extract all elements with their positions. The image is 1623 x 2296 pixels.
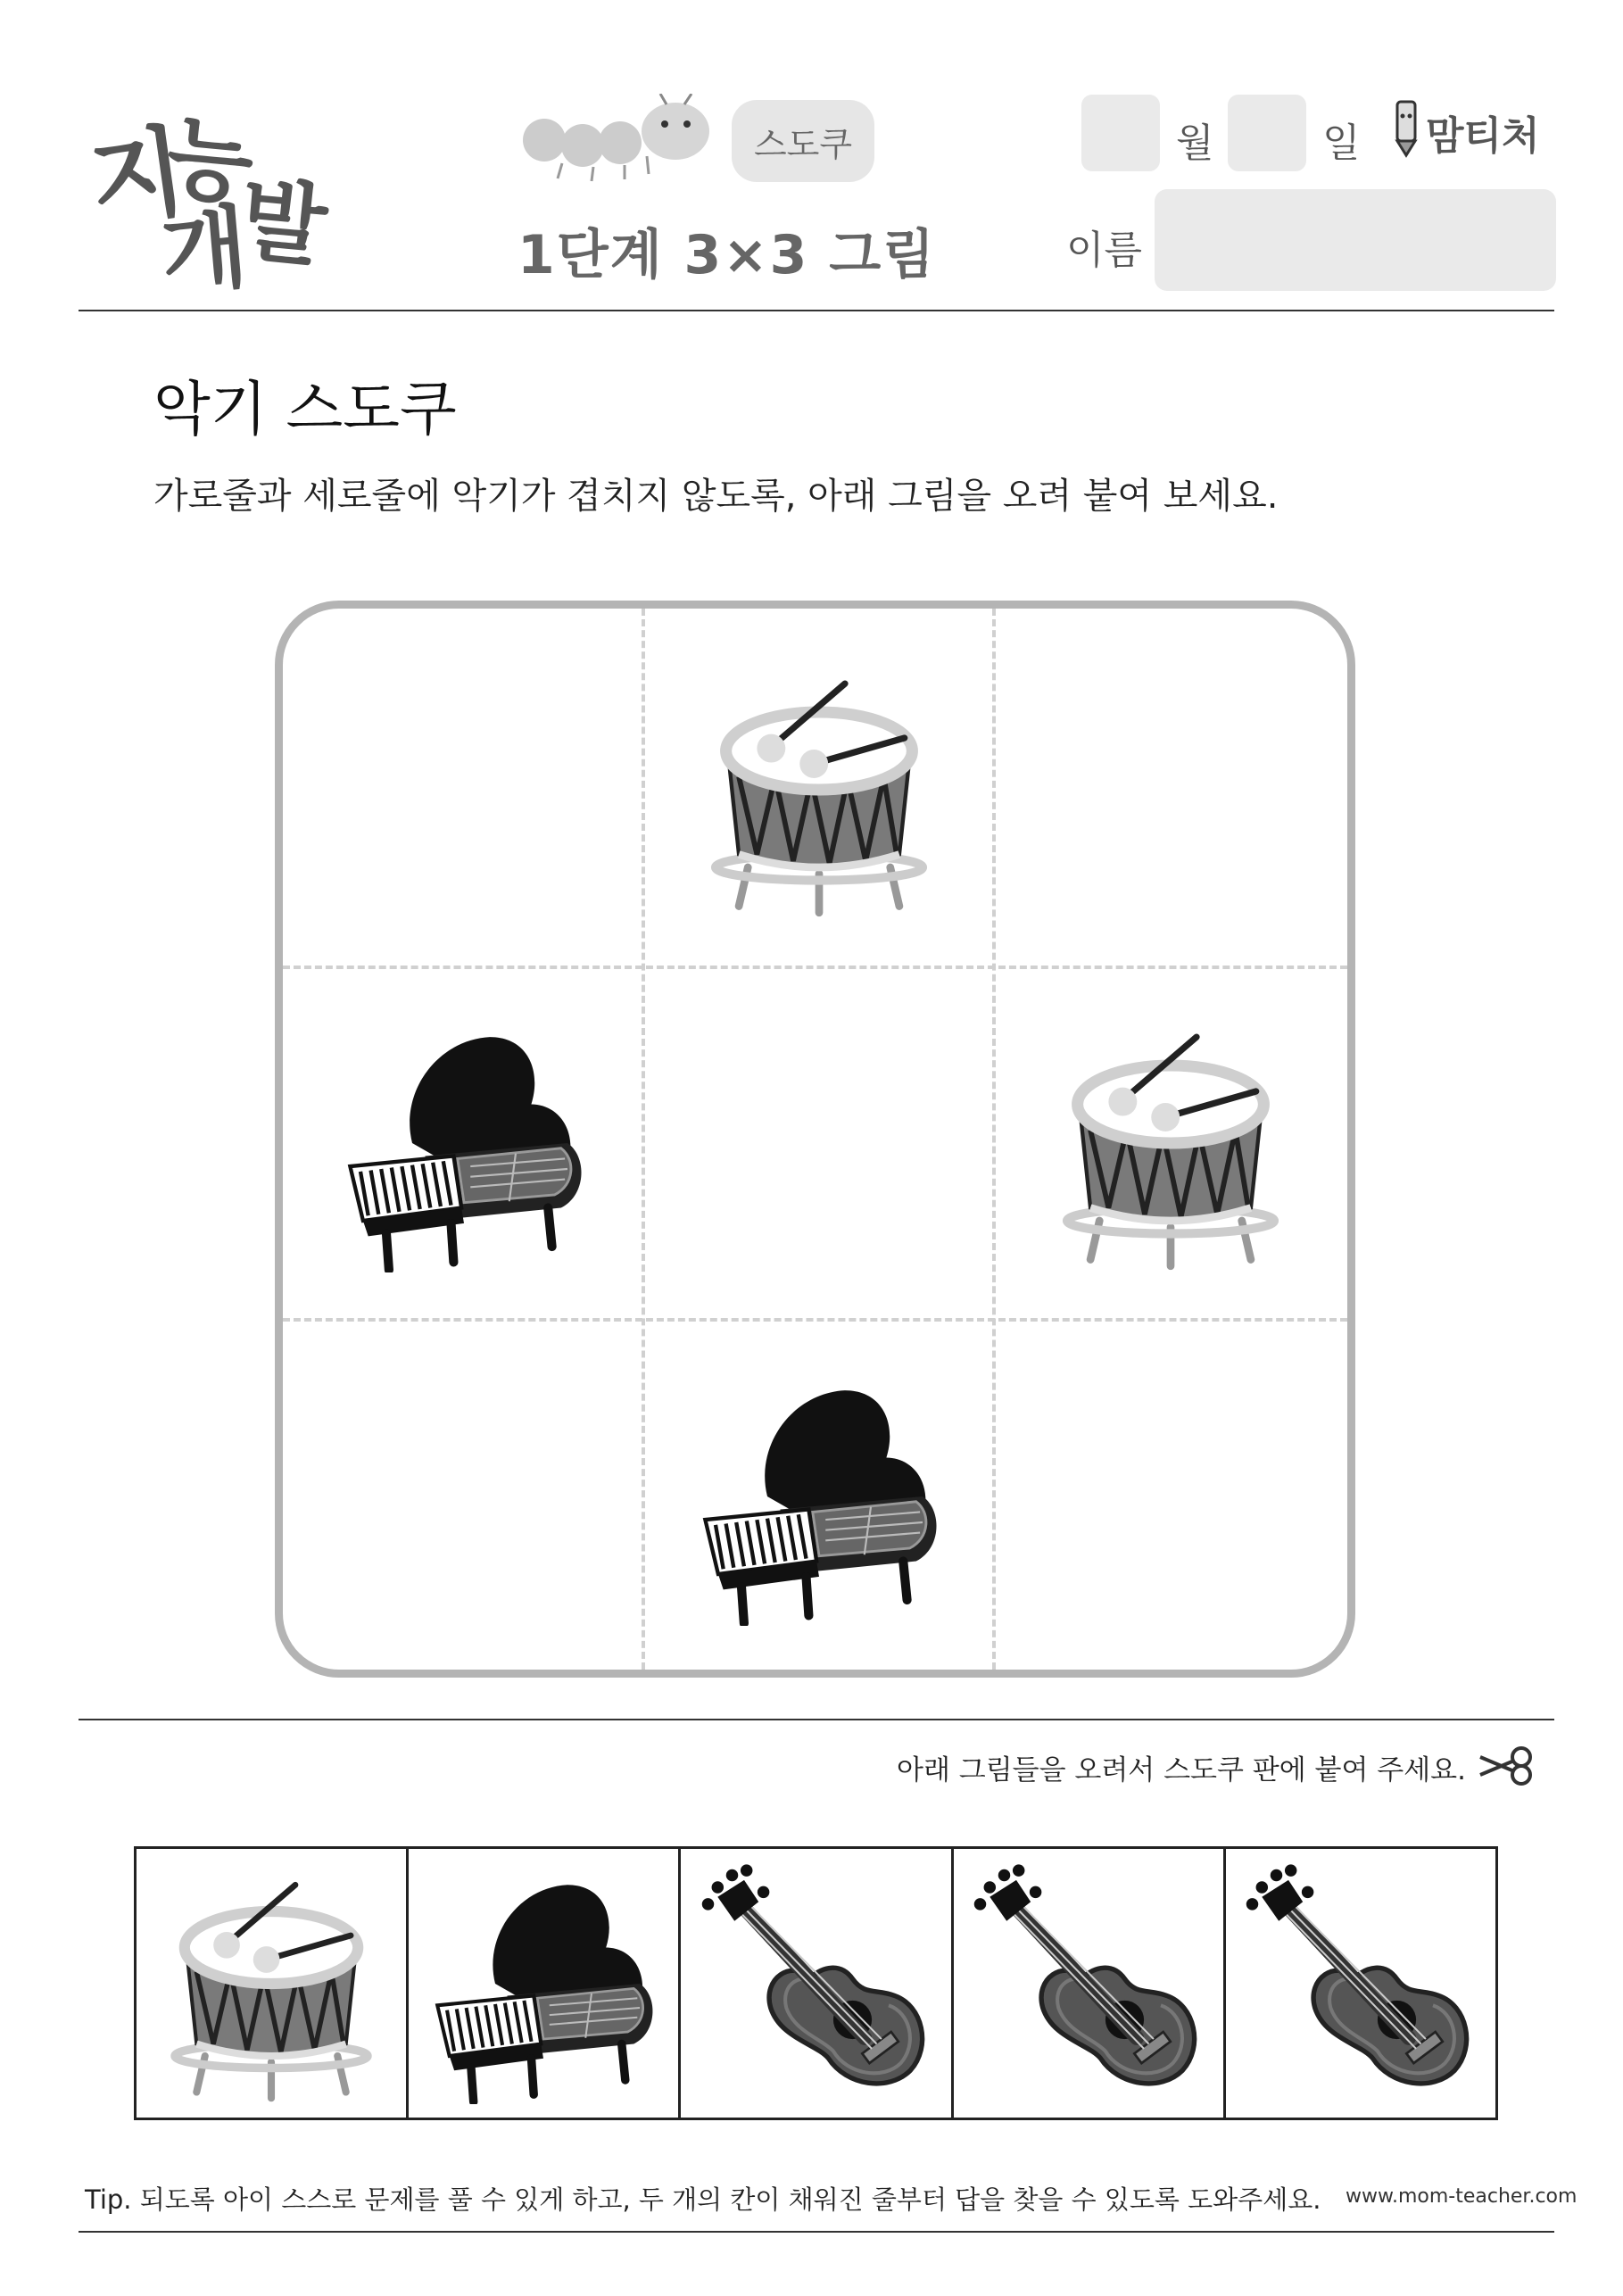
cutout-card-1[interactable] (137, 1849, 409, 2118)
logo-char-4: 발 (235, 167, 332, 280)
worksheet-instruction: 가로줄과 세로줄에 악기가 겹치지 않도록, 아래 그림을 오려 붙여 보세요. (153, 476, 1279, 517)
board-cell-r3c1[interactable] (288, 1321, 640, 1672)
drum-icon (151, 1863, 392, 2104)
drum-icon (690, 660, 948, 919)
scissors-icon (1477, 1745, 1539, 1787)
logo-char-2: 능 (161, 104, 259, 218)
drum-icon (1041, 1014, 1300, 1272)
level-badge: 스도쿠 (732, 100, 874, 182)
brand-name: 맘티처 (1426, 113, 1540, 159)
cutout-divider (79, 1719, 1554, 1720)
caterpillar-mascot-icon (522, 94, 736, 192)
piano-icon (335, 1014, 593, 1272)
board-cell-r3c2[interactable] (643, 1321, 995, 1672)
cutout-card-4[interactable] (954, 1849, 1226, 2118)
cutout-strip (134, 1846, 1498, 2120)
board-cell-r1c3[interactable] (995, 614, 1346, 966)
day-field[interactable] (1228, 95, 1306, 171)
sudoku-board (275, 601, 1355, 1678)
logo-char-3: 개 (156, 194, 253, 306)
name-label: 이름 (1066, 228, 1143, 273)
day-label: 일 (1322, 120, 1361, 166)
website-url: www.mom-teacher.com (1346, 2185, 1577, 2208)
logo-char-1: 지 (82, 113, 193, 240)
cutout-instruction: 아래 그림들을 오려서 스도쿠 판에 붙여 주세요. (897, 1754, 1466, 1786)
guitar-icon (968, 1863, 1209, 2104)
board-cell-r1c1[interactable] (288, 614, 640, 966)
piano-icon (423, 1863, 664, 2104)
board-cell-r2c2[interactable] (643, 967, 995, 1319)
piano-icon (690, 1367, 948, 1626)
board-cell-r2c3[interactable] (995, 967, 1346, 1319)
guitar-icon (1240, 1863, 1481, 2104)
board-cell-r1c2[interactable] (643, 614, 995, 966)
month-label: 월 (1176, 120, 1214, 166)
cutout-card-5[interactable] (1226, 1849, 1495, 2118)
tip-text: Tip. 되도록 아이 스스로 문제를 풀 수 있게 하고, 두 개의 칸이 채워진 줄부터 답을 찾을 수 있도록 도와주세요. (85, 2184, 1321, 2215)
brand-logo (82, 89, 339, 306)
footer-divider (79, 2231, 1554, 2233)
guitar-icon (696, 1863, 937, 2104)
header-divider (79, 310, 1554, 311)
month-field[interactable] (1081, 95, 1160, 171)
pencil-mascot-icon (1388, 96, 1424, 159)
name-field[interactable] (1155, 189, 1556, 291)
worksheet-title: 악기 스도쿠 (153, 375, 457, 443)
level-title: 1단계 3×3 그림 (518, 224, 937, 286)
cutout-card-2[interactable] (409, 1849, 681, 2118)
cutout-card-3[interactable] (681, 1849, 953, 2118)
brand-mark (1388, 96, 1558, 168)
board-cell-r2c1[interactable] (288, 967, 640, 1319)
board-cell-r3c3[interactable] (995, 1321, 1346, 1672)
